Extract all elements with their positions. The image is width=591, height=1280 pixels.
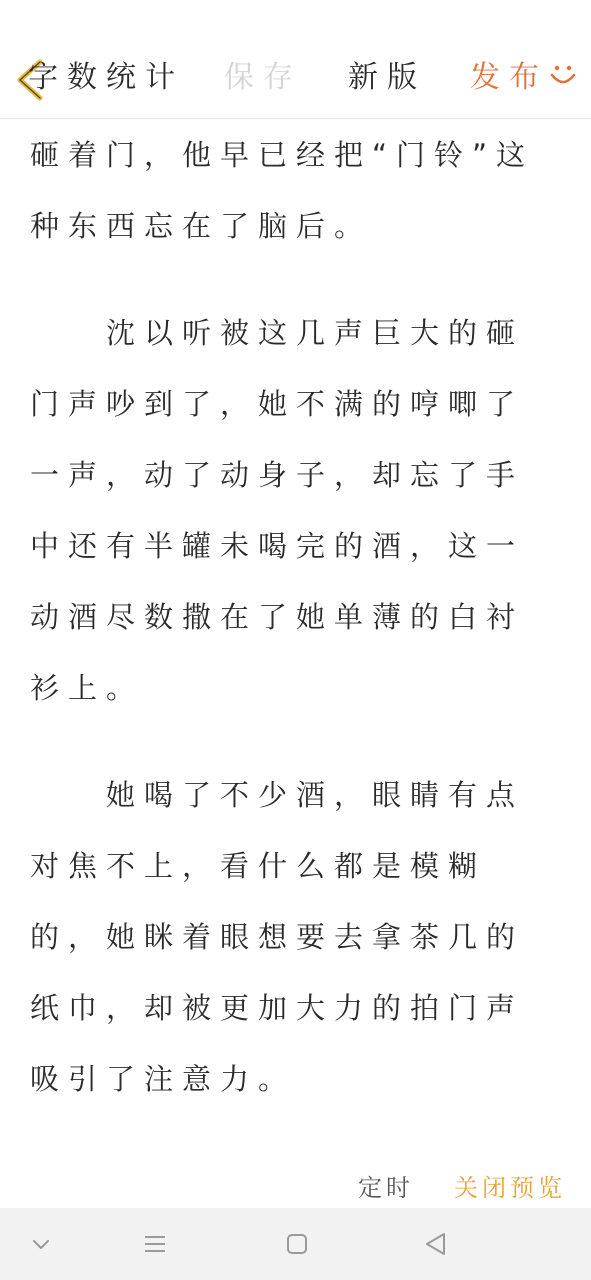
article-paragraph: 沈以听被这几声巨大的砸门声吵到了，她不满的哼唧了一声，动了动身子，却忘了手中还有半罐未喝完的酒，这一动酒尽数撒在了她单薄的白衬衫上。 xyxy=(30,316,525,705)
triangle-back-icon[interactable] xyxy=(421,1230,451,1258)
article-preview[interactable] xyxy=(0,118,591,1166)
preview-actions xyxy=(0,1160,591,1208)
word-count-button[interactable]: 字数统计 xyxy=(28,60,184,95)
smile-icon xyxy=(548,62,578,88)
article-paragraph: 砸着门，他早已经把“门铃”这种东西忘在了脑后。 xyxy=(30,138,535,243)
system-nav-bar xyxy=(0,1208,591,1280)
article-paragraph: 她喝了不少酒，眼睛有点对焦不上，看什么都是模糊的，她眯着眼想要去拿茶几的纸巾，却被更加大力的拍门声吸引了注意力。 xyxy=(30,778,525,1096)
new-version-button[interactable]: 新版 xyxy=(348,60,426,95)
menu-icon[interactable] xyxy=(140,1230,170,1258)
top-toolbar xyxy=(0,0,591,119)
timer-button[interactable]: 定时 xyxy=(358,1174,414,1202)
close-preview-button[interactable]: 关闭预览 xyxy=(454,1174,566,1202)
save-button[interactable]: 保存 xyxy=(224,60,302,95)
chevron-down-icon[interactable] xyxy=(26,1230,56,1258)
publish-button[interactable]: 发布 xyxy=(470,60,548,95)
square-home-icon[interactable] xyxy=(282,1230,312,1258)
